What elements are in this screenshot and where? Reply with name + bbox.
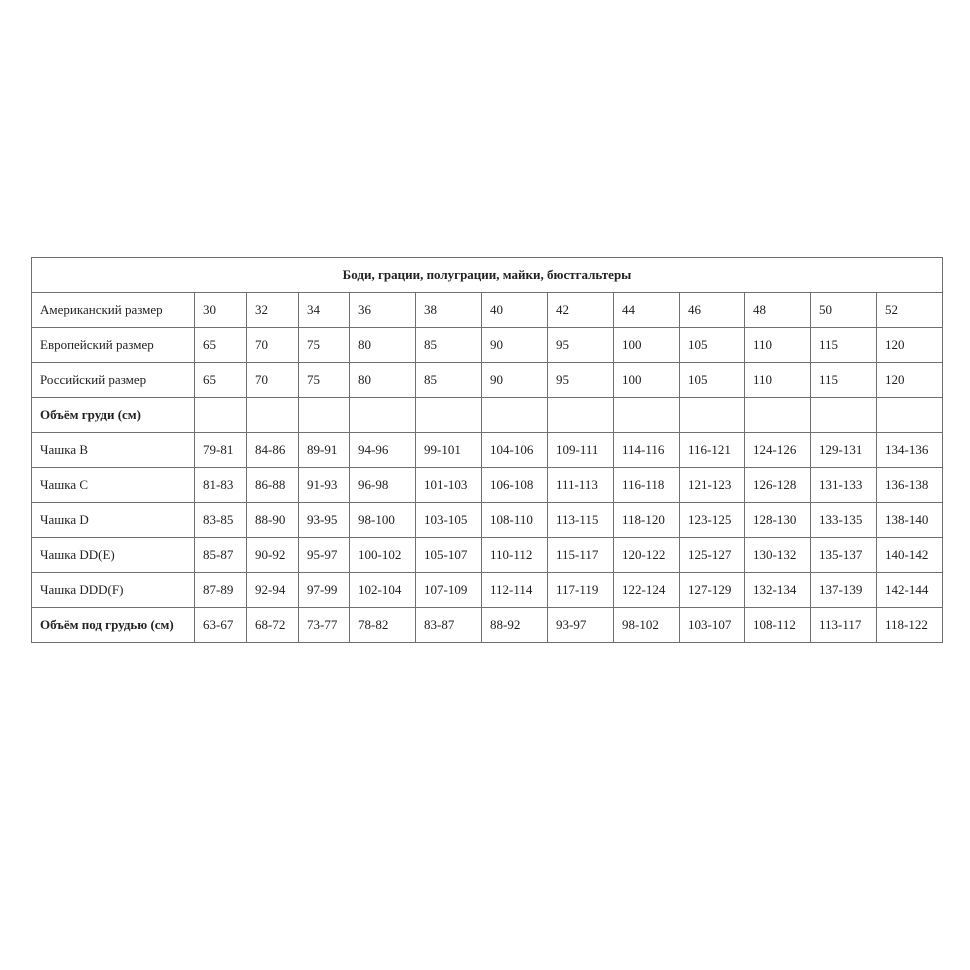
table-cell: 89-91 — [299, 433, 350, 468]
table-cell: 120-122 — [614, 538, 680, 573]
table-cell: 93-97 — [548, 608, 614, 643]
table-cell: 113-117 — [811, 608, 877, 643]
table-cell: 132-134 — [745, 573, 811, 608]
table-cell: 94-96 — [350, 433, 416, 468]
table-row — [32, 433, 943, 468]
table-title-row — [32, 258, 943, 293]
table-cell: 118-120 — [614, 503, 680, 538]
table-cell: 110-112 — [482, 538, 548, 573]
table-cell: 125-127 — [680, 538, 745, 573]
row-label: Объём груди (см) — [32, 398, 195, 433]
table-cell — [811, 398, 877, 433]
table-cell: 80 — [350, 328, 416, 363]
table-cell: 65 — [195, 363, 247, 398]
table-cell: 106-108 — [482, 468, 548, 503]
table-cell: 137-139 — [811, 573, 877, 608]
table-cell: 113-115 — [548, 503, 614, 538]
table-cell: 129-131 — [811, 433, 877, 468]
table-cell: 108-112 — [745, 608, 811, 643]
table-cell: 38 — [416, 293, 482, 328]
table-cell: 124-126 — [745, 433, 811, 468]
table-row — [32, 328, 943, 363]
table-row — [32, 363, 943, 398]
table-cell: 95-97 — [299, 538, 350, 573]
table-cell: 44 — [614, 293, 680, 328]
table-row — [32, 608, 943, 643]
table-cell: 116-118 — [614, 468, 680, 503]
table-cell: 85 — [416, 328, 482, 363]
table-cell: 50 — [811, 293, 877, 328]
table-cell: 99-101 — [416, 433, 482, 468]
table-cell — [482, 398, 548, 433]
table-row — [32, 573, 943, 608]
table-cell: 115-117 — [548, 538, 614, 573]
table-title: Боди, грации, полуграции, майки, бюстгальтеры — [32, 258, 943, 293]
table-cell: 102-104 — [350, 573, 416, 608]
table-cell: 30 — [195, 293, 247, 328]
table-cell: 34 — [299, 293, 350, 328]
table-cell: 65 — [195, 328, 247, 363]
table-cell: 142-144 — [877, 573, 943, 608]
size-chart-table — [31, 257, 943, 643]
table-cell: 85-87 — [195, 538, 247, 573]
table-cell: 95 — [548, 363, 614, 398]
table-cell: 104-106 — [482, 433, 548, 468]
table-cell: 118-122 — [877, 608, 943, 643]
table-cell: 84-86 — [247, 433, 299, 468]
table-cell: 127-129 — [680, 573, 745, 608]
table-cell — [745, 398, 811, 433]
table-cell: 100 — [614, 328, 680, 363]
table-row — [32, 468, 943, 503]
table-cell: 32 — [247, 293, 299, 328]
table-cell: 75 — [299, 328, 350, 363]
table-cell: 80 — [350, 363, 416, 398]
table-cell: 123-125 — [680, 503, 745, 538]
table-cell: 105-107 — [416, 538, 482, 573]
table-row — [32, 503, 943, 538]
table-cell — [548, 398, 614, 433]
table-cell — [614, 398, 680, 433]
table-cell: 92-94 — [247, 573, 299, 608]
table-cell: 90 — [482, 363, 548, 398]
table-cell: 140-142 — [877, 538, 943, 573]
table-cell: 109-111 — [548, 433, 614, 468]
table-cell: 90-92 — [247, 538, 299, 573]
row-label: Объём под грудью (см) — [32, 608, 195, 643]
row-label: Чашка C — [32, 468, 195, 503]
table-cell: 52 — [877, 293, 943, 328]
table-cell: 97-99 — [299, 573, 350, 608]
row-label: Чашка B — [32, 433, 195, 468]
table-cell: 126-128 — [745, 468, 811, 503]
table-cell: 116-121 — [680, 433, 745, 468]
table-cell: 98-100 — [350, 503, 416, 538]
table-cell: 115 — [811, 363, 877, 398]
table-cell: 121-123 — [680, 468, 745, 503]
table-cell: 120 — [877, 363, 943, 398]
table-row — [32, 538, 943, 573]
table-cell: 112-114 — [482, 573, 548, 608]
table-cell: 40 — [482, 293, 548, 328]
table-cell: 103-105 — [416, 503, 482, 538]
row-label: Чашка DDD(F) — [32, 573, 195, 608]
table-cell — [299, 398, 350, 433]
table-cell: 110 — [745, 363, 811, 398]
table-cell: 95 — [548, 328, 614, 363]
table-cell: 90 — [482, 328, 548, 363]
row-label: Американский размер — [32, 293, 195, 328]
table-cell: 111-113 — [548, 468, 614, 503]
table-cell: 110 — [745, 328, 811, 363]
table-cell: 70 — [247, 363, 299, 398]
table-cell — [247, 398, 299, 433]
table-cell: 105 — [680, 363, 745, 398]
table-cell: 73-77 — [299, 608, 350, 643]
row-label: Российский размер — [32, 363, 195, 398]
table-cell: 128-130 — [745, 503, 811, 538]
table-cell: 105 — [680, 328, 745, 363]
table-cell: 88-92 — [482, 608, 548, 643]
table-cell: 100-102 — [350, 538, 416, 573]
table-row — [32, 398, 943, 433]
table-cell: 115 — [811, 328, 877, 363]
table-cell: 98-102 — [614, 608, 680, 643]
table-cell: 100 — [614, 363, 680, 398]
table-cell: 93-95 — [299, 503, 350, 538]
table-cell: 70 — [247, 328, 299, 363]
table-cell — [350, 398, 416, 433]
table-cell: 63-67 — [195, 608, 247, 643]
table-cell: 91-93 — [299, 468, 350, 503]
table-cell: 87-89 — [195, 573, 247, 608]
table-cell: 122-124 — [614, 573, 680, 608]
table-cell: 75 — [299, 363, 350, 398]
table-cell: 136-138 — [877, 468, 943, 503]
table-cell: 135-137 — [811, 538, 877, 573]
table-cell: 81-83 — [195, 468, 247, 503]
table-cell: 68-72 — [247, 608, 299, 643]
table-cell: 114-116 — [614, 433, 680, 468]
table-cell: 130-132 — [745, 538, 811, 573]
table-cell: 108-110 — [482, 503, 548, 538]
table-cell: 131-133 — [811, 468, 877, 503]
table-cell: 133-135 — [811, 503, 877, 538]
table-cell: 101-103 — [416, 468, 482, 503]
row-label: Чашка DD(E) — [32, 538, 195, 573]
table-cell: 96-98 — [350, 468, 416, 503]
table-cell: 120 — [877, 328, 943, 363]
table-cell: 36 — [350, 293, 416, 328]
table-cell: 79-81 — [195, 433, 247, 468]
table-cell — [416, 398, 482, 433]
table-cell: 83-87 — [416, 608, 482, 643]
table-cell: 46 — [680, 293, 745, 328]
row-label: Чашка D — [32, 503, 195, 538]
table-cell: 117-119 — [548, 573, 614, 608]
table-cell: 88-90 — [247, 503, 299, 538]
table-cell: 103-107 — [680, 608, 745, 643]
table-cell: 107-109 — [416, 573, 482, 608]
table-cell — [680, 398, 745, 433]
table-cell: 78-82 — [350, 608, 416, 643]
table-cell: 48 — [745, 293, 811, 328]
table-cell — [877, 398, 943, 433]
table-cell: 86-88 — [247, 468, 299, 503]
table-cell: 42 — [548, 293, 614, 328]
table-cell: 83-85 — [195, 503, 247, 538]
size-chart-body — [32, 258, 943, 643]
table-row — [32, 293, 943, 328]
row-label: Европейский размер — [32, 328, 195, 363]
table-cell: 138-140 — [877, 503, 943, 538]
table-cell: 134-136 — [877, 433, 943, 468]
table-cell — [195, 398, 247, 433]
table-cell: 85 — [416, 363, 482, 398]
